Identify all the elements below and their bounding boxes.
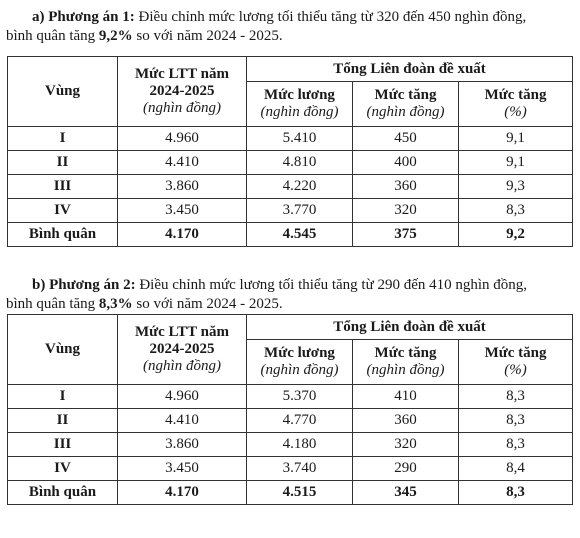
table-row bbox=[8, 457, 573, 481]
table-row bbox=[8, 199, 573, 223]
section-b-text-pre: bình quân tăng bbox=[6, 296, 99, 312]
cell-increase: 400 bbox=[353, 151, 459, 175]
cell-increase: 290 bbox=[353, 457, 459, 481]
header-increase bbox=[353, 82, 459, 127]
cell-increase-pct: 9,1 bbox=[459, 127, 573, 151]
cell-wage: 5.370 bbox=[247, 385, 353, 409]
header-ltt-line2: 2024-2025 bbox=[149, 83, 215, 99]
section-a-text-line1: Điều chỉnh mức lương tối thiểu tăng từ 320 đến 450 nghìn đồng, bbox=[134, 9, 527, 25]
table-row bbox=[8, 433, 573, 457]
table-row bbox=[8, 127, 573, 151]
section-b-text-line1: Điều chỉnh mức lương tối thiểu tăng từ 290 đến 410 nghìn đồng, bbox=[135, 277, 528, 293]
cell-ltt: 4.960 bbox=[118, 385, 247, 409]
cell-ltt: 3.860 bbox=[118, 175, 247, 199]
cell-region: II bbox=[8, 151, 118, 175]
table-row-average bbox=[8, 223, 573, 247]
cell-region: IV bbox=[8, 199, 118, 223]
header-region: Vùng bbox=[8, 315, 118, 385]
cell-region: Bình quân bbox=[8, 481, 118, 505]
section-a-paragraph bbox=[6, 8, 574, 46]
cell-region: II bbox=[8, 409, 118, 433]
section-b-paragraph bbox=[6, 276, 574, 314]
cell-region: I bbox=[8, 127, 118, 151]
header-increase-pct bbox=[459, 340, 573, 385]
header-ltt-line1: Mức LTT năm bbox=[134, 66, 230, 82]
table-row bbox=[8, 385, 573, 409]
cell-ltt: 3.450 bbox=[118, 199, 247, 223]
header-increase-label: Mức tăng bbox=[374, 345, 437, 361]
table-b bbox=[7, 314, 573, 505]
header-increase bbox=[353, 340, 459, 385]
cell-increase: 450 bbox=[353, 127, 459, 151]
cell-region: III bbox=[8, 433, 118, 457]
section-a-percent: 9,2% bbox=[98, 28, 133, 44]
header-increase-pct bbox=[459, 82, 573, 127]
cell-increase: 375 bbox=[353, 223, 459, 247]
header-increase-unit: (nghìn đồng) bbox=[366, 362, 445, 378]
table-row-average bbox=[8, 481, 573, 505]
header-ltt bbox=[118, 57, 247, 127]
cell-ltt: 4.410 bbox=[118, 409, 247, 433]
cell-wage: 4.545 bbox=[247, 223, 353, 247]
cell-increase-pct: 8,3 bbox=[459, 199, 573, 223]
header-ltt bbox=[118, 315, 247, 385]
cell-wage: 4.515 bbox=[247, 481, 353, 505]
header-wage bbox=[247, 340, 353, 385]
header-ltt-unit: (nghìn đồng) bbox=[143, 100, 221, 116]
table-row bbox=[8, 409, 573, 433]
cell-ltt: 3.450 bbox=[118, 457, 247, 481]
cell-increase: 360 bbox=[353, 175, 459, 199]
header-region: Vùng bbox=[8, 57, 118, 127]
header-increase-pct-label: Mức tăng bbox=[484, 345, 547, 361]
cell-increase-pct: 8,3 bbox=[459, 409, 573, 433]
cell-wage: 3.740 bbox=[247, 457, 353, 481]
header-increase-unit: (nghìn đồng) bbox=[366, 104, 445, 120]
header-wage-label: Mức lương bbox=[264, 87, 335, 103]
cell-increase-pct: 8,3 bbox=[459, 481, 573, 505]
section-b-percent: 8,3% bbox=[98, 296, 133, 312]
header-wage-unit: (nghìn đồng) bbox=[260, 362, 339, 378]
header-wage bbox=[247, 82, 353, 127]
header-increase-label: Mức tăng bbox=[374, 87, 437, 103]
cell-increase-pct: 8,3 bbox=[459, 385, 573, 409]
header-wage-unit: (nghìn đồng) bbox=[260, 104, 339, 120]
cell-increase: 410 bbox=[353, 385, 459, 409]
cell-increase: 360 bbox=[353, 409, 459, 433]
header-increase-pct-label: Mức tăng bbox=[484, 87, 547, 103]
cell-ltt: 4.410 bbox=[118, 151, 247, 175]
cell-wage: 4.180 bbox=[247, 433, 353, 457]
header-ltt-unit: (nghìn đồng) bbox=[143, 358, 221, 374]
cell-increase: 320 bbox=[353, 199, 459, 223]
cell-wage: 4.220 bbox=[247, 175, 353, 199]
cell-increase: 345 bbox=[353, 481, 459, 505]
cell-ltt: 4.960 bbox=[118, 127, 247, 151]
cell-region: I bbox=[8, 385, 118, 409]
cell-wage: 4.810 bbox=[247, 151, 353, 175]
cell-region: III bbox=[8, 175, 118, 199]
cell-wage: 5.410 bbox=[247, 127, 353, 151]
header-ltt-line2: 2024-2025 bbox=[149, 341, 215, 357]
table-row bbox=[8, 175, 573, 199]
cell-ltt: 4.170 bbox=[118, 223, 247, 247]
cell-increase: 320 bbox=[353, 433, 459, 457]
header-proposal: Tổng Liên đoàn đề xuất bbox=[247, 57, 573, 82]
section-a-text-post: so với năm 2024 - 2025. bbox=[132, 28, 283, 44]
header-proposal: Tổng Liên đoàn đề xuất bbox=[247, 315, 573, 340]
cell-increase-pct: 9,2 bbox=[459, 223, 573, 247]
header-ltt-line1: Mức LTT năm bbox=[134, 324, 230, 340]
cell-increase-pct: 8,3 bbox=[459, 433, 573, 457]
cell-wage: 4.770 bbox=[247, 409, 353, 433]
section-b-text-post: so với năm 2024 - 2025. bbox=[132, 296, 283, 312]
header-increase-pct-unit: (%) bbox=[504, 362, 527, 378]
cell-wage: 3.770 bbox=[247, 199, 353, 223]
header-wage-label: Mức lương bbox=[264, 345, 335, 361]
cell-increase-pct: 9,3 bbox=[459, 175, 573, 199]
section-b-label: b) Phương án 2: bbox=[32, 277, 136, 293]
cell-region: IV bbox=[8, 457, 118, 481]
cell-ltt: 4.170 bbox=[118, 481, 247, 505]
cell-increase-pct: 9,1 bbox=[459, 151, 573, 175]
cell-increase-pct: 8,4 bbox=[459, 457, 573, 481]
section-a-text-pre: bình quân tăng bbox=[6, 28, 99, 44]
table-row bbox=[8, 151, 573, 175]
section-a-label: a) Phương án 1: bbox=[32, 9, 135, 25]
cell-ltt: 3.860 bbox=[118, 433, 247, 457]
table-a bbox=[7, 56, 573, 247]
header-increase-pct-unit: (%) bbox=[504, 104, 527, 120]
cell-region: Bình quân bbox=[8, 223, 118, 247]
